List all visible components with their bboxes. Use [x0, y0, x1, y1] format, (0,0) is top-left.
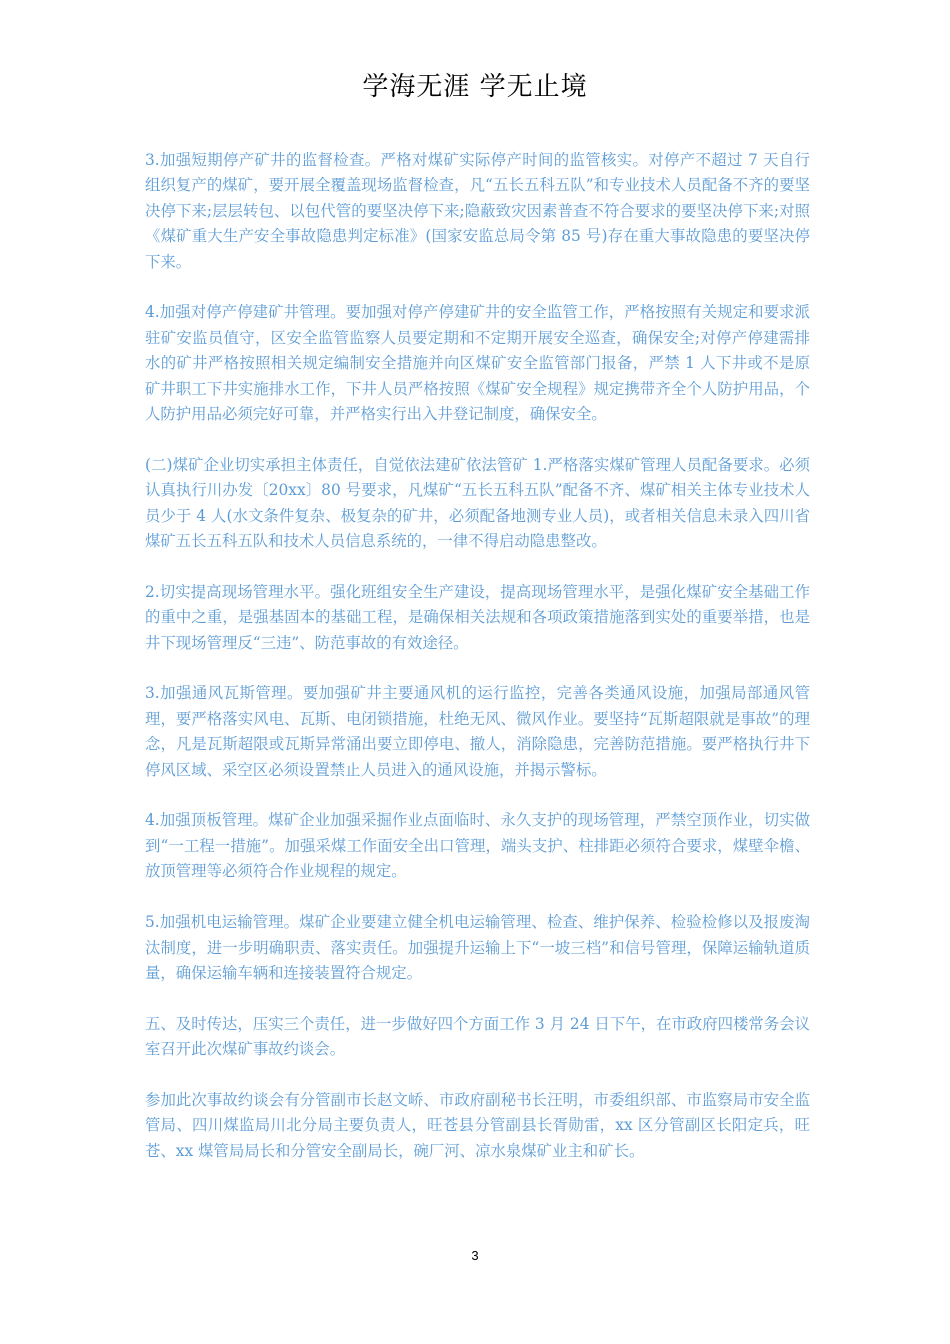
paragraph: 2.切实提高现场管理水平。强化班组安全生产建设，提高现场管理水平，是强化煤矿安全基础工作的重中之重，是强基固本的基础工程，是确保相关法规和各项政策措施落到实处的重要举措，也是井下现场管理反“三违”、防范事故的有效途径。: [145, 582, 810, 652]
paragraph: 参加此次事故约谈会有分管副市长赵文峤、市政府副秘书长汪明，市委组织部、市监察局市安全监管局、四川煤监局川北分局主要负责人，旺苍县分管副县长胥勋雷，xx 区分管副区长阳定兵，旺苍、xx 煤管局局长和分管安全副局长，碗厂河、凉水泉煤矿业主和矿长。: [145, 1090, 810, 1160]
paragraph: 5.加强机电运输管理。煤矿企业要建立健全机电运输管理、检查、维护保养、检验检修以及报废淘汰制度，进一步明确职责、落实责任。加强提升运输上下“一坡三档”和信号管理，保障运输轨道质量，确保运输车辆和连接装置符合规定。: [145, 913, 810, 982]
page-number: 3: [471, 1248, 479, 1263]
page-header-title: 学海无涯 学无止境: [362, 72, 588, 102]
paragraph: 3.加强短期停产矿井的监督检查。严格对煤矿实际停产时间的监管核实。对停产不超过 7 天自行组织复产的煤矿，要开展全覆盖现场监督检查，凡“五长五科五队”和专业技术人员配备不齐的要坚决停下来;层层转包、以包代管的要坚决停下来;隐蔽致灾因素普查不符合要求的要坚决停下来;对照《煤矿重大生产安全事故隐患判定标准》(国家安监总局令第 85 号)存在重大事故隐患的要坚决停下来。: [145, 151, 810, 271]
paragraph: 3.加强通风瓦斯管理。要加强矿井主要通风机的运行监控，完善各类通风设施，加强局部通风管理，要严格落实风电、瓦斯、电闭锁措施，杜绝无风、微风作业。要坚持“瓦斯超限就是事故”的理念，凡是瓦斯超限或瓦斯异常涌出要立即停电、撤人，消除隐患，完善防范措施。要严格执行井下停风区域、采空区必须设置禁止人员进入的通风设施，并揭示警标。: [145, 684, 810, 779]
paragraph: 4.加强对停产停建矿井管理。要加强对停产停建矿井的安全监管工作，严格按照有关规定和要求派驻矿安监员值守，区安全监管监察人员要定期和不定期开展安全巡查，确保安全;对停产停建需排水的矿井严格按照相关规定编制安全措施并向区煤矿安全监管部门报备，严禁 1 人下井或不是原矿井职工下井实施排水工作，下井人员严格按照《煤矿安全规程》规定携带齐全个人防护用品，个人防护用品必须完好可靠，并严格实行出入井登记制度，确保安全。: [145, 303, 810, 424]
document-body: [145, 148, 810, 1190]
paragraph: 五、及时传达，压实三个责任，进一步做好四个方面工作 3 月 24 日下午，在市政府四楼常务会议室召开此次煤矿事故约谈会。: [145, 1014, 810, 1059]
paragraph: 4.加强顶板管理。煤矿企业加强采掘作业点面临时、永久支护的现场管理，严禁空顶作业，切实做到“一工程一措施”。加强采煤工作面安全出口管理，端头支护、柱排距必须符合要求，煤壁伞檐、放顶管理等必须符合作业规程的规定。: [145, 811, 810, 881]
paragraph: (二)煤矿企业切实承担主体责任，自觉依法建矿依法管矿 1.严格落实煤矿管理人员配备要求。必须认真执行川办发〔20xx〕80 号要求，凡煤矿“五长五科五队”配备不齐、煤矿相关主体专业技术人员少于 4 人(水文条件复杂、极复杂的矿井，必须配备地测专业人员)，或者相关信息未录入四川省煤矿五长五科五队和技术人员信息系统的，一律不得启动隐患整改。: [145, 455, 810, 551]
